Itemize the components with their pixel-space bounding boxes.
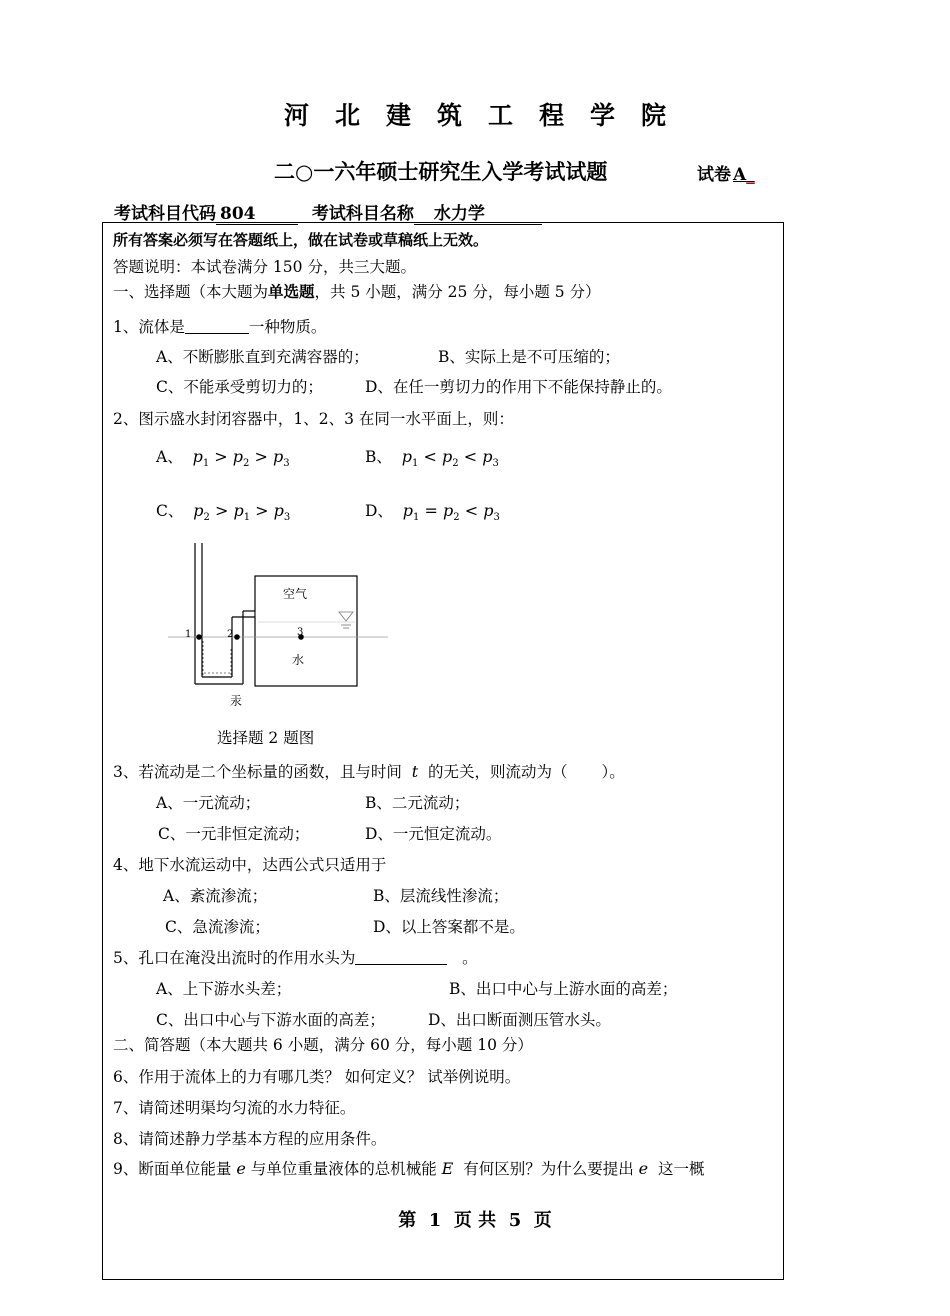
q5-option-b: B、出口中心与上游水面的高差； — [449, 980, 678, 998]
q4-option-b: B、层流线性渗流； — [373, 887, 509, 905]
q4-stem: 4、地下水流运动中，达西公式只适用于 — [113, 856, 387, 874]
q8: 8、请简述静力学基本方程的应用条件。 — [113, 1130, 387, 1148]
q3-option-d: D、一元恒定流动。 — [365, 825, 502, 843]
q2-option-a: A、 $p_1 > p_2 > p_3$ — [156, 447, 290, 470]
point-1 — [196, 634, 202, 640]
section2-title: 二、简答题（本大题共 6 小题，满分 60 分，每小题 10 分） — [113, 1036, 533, 1054]
subject-name-label: 考试科目名称 — [311, 204, 414, 224]
q5-option-d: D、出口断面测压管水头。 — [428, 1011, 611, 1029]
subject-name: 水力学 — [414, 205, 542, 225]
exam-title: 二○一六年硕士研究生入学考试试题 — [274, 159, 608, 184]
instructions: 答题说明：本试卷满分 150 分，共三大题。 — [113, 258, 416, 276]
school-name: 河北建筑工程学院 — [283, 101, 692, 130]
q2-option-d: D、 $p_1 = p_2 < p_3$ — [365, 501, 500, 524]
paper-version — [697, 160, 761, 185]
q5-option-c: C、出口中心与下游水面的高差； — [156, 1011, 385, 1029]
page-total: 5 — [508, 1210, 522, 1231]
q5-stem: 5、孔口在淹没出流时的作用水头为 。 — [113, 949, 478, 967]
answer-blank — [185, 318, 249, 334]
q2-stem: 2、图示盛水封闭容器中，1、2、3 在同一水平面上，则： — [113, 410, 514, 428]
q5-option-a: A、上下游水头差； — [156, 980, 292, 998]
q3-option-a: A、一元流动； — [156, 794, 261, 812]
subject-code-label: 考试科目代码 — [114, 204, 216, 224]
q3-option-c: C、一元非恒定流动； — [158, 825, 310, 843]
section1-title: 一、选择题（本大题为单选题，共 5 小题，满分 25 分，每小题 5 分） — [113, 282, 601, 301]
q1-option-c: C、不能承受剪切力的； — [156, 378, 323, 396]
page-number: 1 — [428, 1210, 442, 1231]
paper-value: A_ — [733, 165, 755, 185]
q1-stem: 1、流体是 一种物质。 — [113, 318, 327, 336]
q1-option-b: B、实际上是不可压缩的； — [438, 348, 620, 366]
page-footer: 第 1 页 共 5 页 — [398, 1210, 552, 1231]
q7: 7、请简述明渠均匀流的水力特征。 — [113, 1099, 356, 1117]
q9: 9、断面单位能量 e 与单位重量液体的总机械能 E 有何区别？为什么要提出 e 这一概 — [113, 1159, 705, 1178]
container-figure — [163, 539, 393, 714]
q1-option-d: D、在任一剪切力的作用下不能保持静止的。 — [365, 378, 672, 396]
fig-label-2: 2 — [227, 629, 234, 640]
subject-code: 804 — [216, 205, 298, 225]
answer-blank — [355, 949, 447, 965]
point-2 — [234, 634, 240, 640]
fig-caption: 选择题 2 题图 — [217, 729, 315, 747]
question-frame — [102, 222, 784, 1280]
q4-option-c: C、急流渗流； — [165, 918, 270, 936]
q2-option-b: B、 $p_1 < p_2 < p_3$ — [365, 447, 499, 470]
q3-option-b: B、二元流动； — [365, 794, 470, 812]
fig-label-water: 水 — [292, 653, 305, 667]
fig-label-mercury: 汞 — [230, 694, 243, 708]
q1-option-a: A、不断膨胀直到充满容器的； — [156, 348, 369, 366]
fig-label-air: 空气 — [283, 587, 308, 601]
q6: 6、作用于流体上的力有哪几类？ 如何定义？ 试举例说明。 — [113, 1068, 521, 1086]
paper-label: 试卷 — [697, 165, 731, 185]
fig-label-1: 1 — [185, 629, 192, 640]
q2-option-c: C、 $p_2 > p_1 > p_3$ — [156, 501, 291, 524]
q4-option-a: A、紊流渗流； — [163, 887, 268, 905]
q3-stem: 3、若流动是二个坐标量的函数，且与时间 t 的无关，则流动为（ ）。 — [113, 762, 625, 781]
q4-option-d: D、以上答案都不是。 — [373, 918, 525, 936]
fig-label-3: 3 — [297, 627, 304, 638]
notice: 所有答案必须写在答题纸上，做在试卷或草稿纸上无效。 — [113, 231, 489, 249]
